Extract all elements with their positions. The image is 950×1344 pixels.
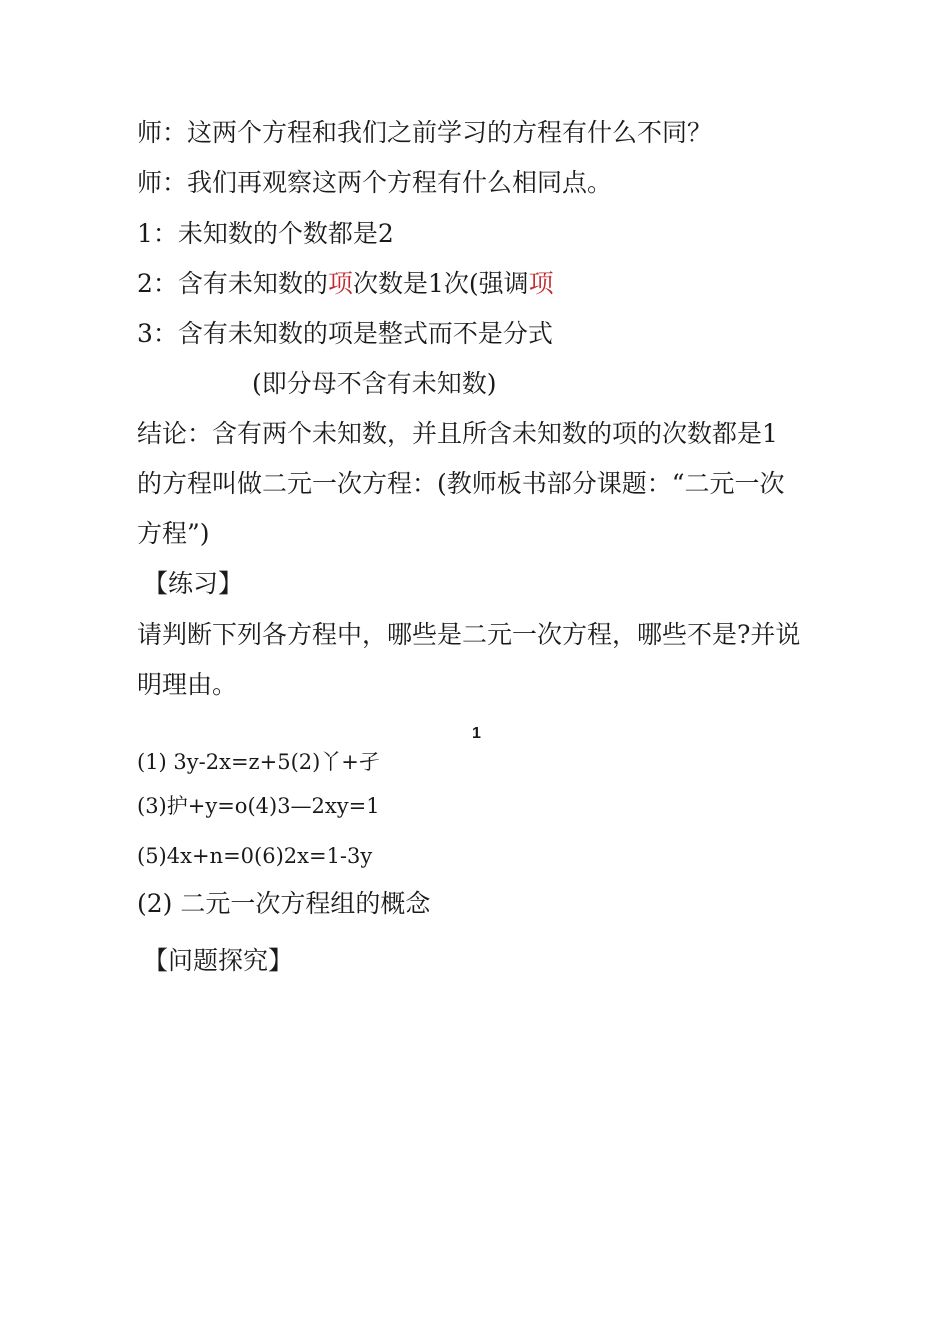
text-line-12: 明理由。 (137, 670, 238, 699)
text-line-2: 师：我们再观察这两个方程有什么相同点。 (137, 168, 613, 197)
exercise-line-1: (1) 3y-2x=z+5(2)丫+孑 (137, 750, 380, 774)
text-segment: 次数是1次(强调 (352, 269, 529, 298)
page-number: 1 (472, 725, 481, 742)
text-line-4 (137, 268, 554, 300)
text-line-1: 师：这两个方程和我们之前学习的方程有什么不同？ (137, 118, 713, 147)
text-line-5: 3：含有未知数的项是整式而不是分式 (137, 319, 553, 348)
section-heading-practice: 【练习】 (143, 569, 244, 598)
text-line-6: (即分母不含有未知数) (252, 369, 497, 398)
exercise-line-3: (5)4x+n=0(6)2x=1-3y (137, 844, 373, 868)
text-line-7: 结论：含有两个未知数，并且所含未知数的项的次数都是1 (137, 419, 778, 448)
text-line-9: 方程”) (137, 519, 210, 548)
text-line-11: 请判断下列各方程中，哪些是二元一次方程，哪些不是?并说 (137, 620, 801, 649)
highlighted-term: 项 (528, 269, 554, 298)
text-line-3: 1：未知数的个数都是2 (137, 219, 394, 248)
highlighted-term: 项 (327, 269, 353, 298)
text-line-8: 的方程叫做二元一次方程：(教师板书部分课题：“二元一次 (137, 469, 785, 498)
section-heading-inquiry: 【问题探究】 (143, 946, 294, 975)
subsection-heading: (2) 二元一次方程组的概念 (137, 889, 431, 918)
exercise-line-2: (3)护+y=o(4)3—2xy=1 (137, 794, 380, 818)
text-segment: 2：含有未知数的 (137, 269, 328, 298)
